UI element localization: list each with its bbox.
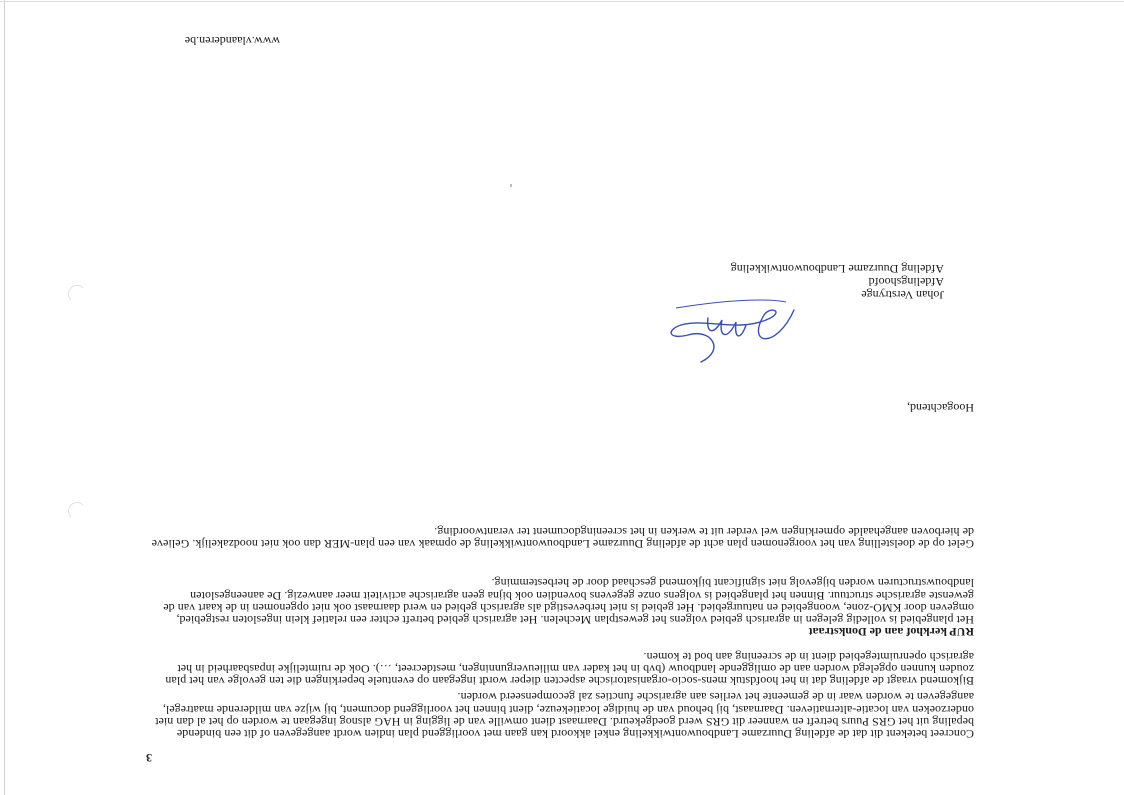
closing-salutation: Hoogachtend, — [907, 401, 974, 415]
signatory-title: Afdelingshoofd — [868, 275, 944, 289]
punch-hole — [68, 285, 86, 303]
signature-image — [656, 295, 806, 370]
paragraph-concreet: Concreet betekent dit dat de afdeling Duurzame Landbouwontwikkeling enkel akkoord kan gaan met voorliggend plan indien wordt aangegeven of dit een bindende bepaling uit het GRS Puurs betreft en wanneer dit GRS werd goedgekeurd. Daarnaast dient omwille van de ligging in HAG alsnog ingegaan te worden op het al dan niet onderzoeken van locatie-alternatieven. Daarnaast, bij behoud van de huidige locatiekeuze, dient binnen het voorliggend document, bij wijze van milderende maatregel, aangegeven te worden waar in de gemeente het verlies aan agrarische functies zal gecompenseerd worden. — [155, 690, 974, 741]
section-heading: RUP kerkhof aan de Donkstraat — [808, 625, 974, 639]
signatory-name: Johan Verstrynge — [861, 288, 944, 302]
scan-speck — [510, 184, 512, 187]
punch-hole — [68, 502, 86, 520]
paragraph-doelstelling: Gelet op de doelstelling van het voorgenomen plan acht de afdeling Duurzame Landbouwontwikkeling de opmaak van een plan-MER dan ook niet noodzakelijk. Gelieve de hierboven aangehaalde opmerkingen wel verder uit te werken in het screeningdocument ter verantwoording. — [151, 524, 974, 551]
footer-url: www.vlaanderen.be — [184, 34, 280, 48]
scan-edge — [4, 0, 5, 795]
page-number: 3 — [146, 751, 152, 765]
paragraph-plangebied: Het plangebied is volledig gelegen in agrarisch gebied volgens het gewestplan Mechelen. Het agrarisch gebied betreft echter een relatief klein ingesloten restgebied, omgeven door KMO-zone, woongebied en natuurgebied. Het gebied is niet herbevestigd als agrarisch gebied en werd daarnaast ook niet opgenomen in de kaart van de gewenste agrarische structuur. Binnen het plangebied is volgens onze gegevens bovendien ook bijna geen agrarische activiteit meer aanwezig. De aaneengesloten landbouwstructuren worden bijgevolg niet significant bijkomend geschaad door de herbestemming. — [163, 576, 974, 627]
scan-edge — [0, 1, 1124, 2]
signatory-department: Afdeling Duurzame Landbouwontwikkeling — [730, 262, 944, 276]
paragraph-bijkomend: Bijkomend vraagt de afdeling dat in het hoofdstuk mens-socio-organisatorische aspecten dieper wordt ingegaan op eventuele beperkingen die ten gevolge van het plan zouden kunnen opgelegd worden aan de omliggende landbouw (bvb in het kader van milieuvergunningen, mestdecreet, …). Ook de ruimtelijke inpasbaarheid in het agrarisch openruimtegebied dient in de screening aan bod te komen. — [165, 649, 974, 688]
